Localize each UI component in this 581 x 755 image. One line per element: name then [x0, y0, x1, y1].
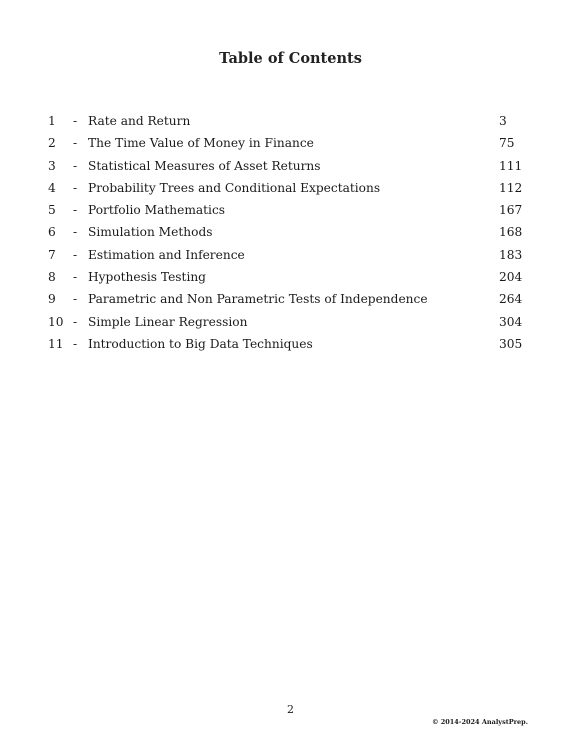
- toc-entry-2[interactable]: [48, 133, 528, 155]
- toc-entry-6[interactable]: [48, 222, 528, 244]
- toc-entry-page: 111: [499, 158, 523, 173]
- toc-entry-page: 167: [499, 203, 523, 218]
- page-number: 2: [287, 703, 294, 716]
- toc-entry-label: Simulation Methods: [88, 225, 213, 240]
- toc-entry-page: 168: [499, 225, 523, 240]
- toc-entry-dash: -: [73, 270, 78, 285]
- toc-entry-dash: -: [73, 158, 78, 173]
- toc-entry-dash: -: [73, 225, 78, 240]
- toc-entry-11[interactable]: [48, 334, 528, 356]
- toc-entry-label: Estimation and Inference: [88, 247, 245, 262]
- toc-entry-page: 112: [499, 180, 523, 195]
- toc-entry-5[interactable]: [48, 200, 528, 222]
- page-title: Table of Contents: [219, 50, 362, 67]
- toc-entry-dash: -: [73, 203, 78, 218]
- toc-entry-9[interactable]: [48, 289, 528, 311]
- toc-entry-label: Introduction to Big Data Techniques: [88, 336, 313, 351]
- toc-entry-label: Hypothesis Testing: [88, 270, 206, 285]
- toc-entry-dash: -: [73, 336, 78, 351]
- toc-entry-number: 10: [48, 314, 64, 329]
- toc-entry-number: 1: [48, 114, 56, 128]
- toc-entry-number: 11: [48, 336, 64, 351]
- toc-entry-number: 8: [48, 270, 56, 285]
- toc-entry-dash: -: [73, 114, 78, 128]
- toc-entry-number: 5: [48, 203, 56, 218]
- toc-entry-page: 75: [499, 136, 515, 151]
- copyright-notice: © 2014-2024 AnalystPrep.: [431, 718, 528, 726]
- toc-entry-label: Simple Linear Regression: [88, 314, 248, 329]
- toc-entry-page: 3: [499, 114, 507, 128]
- toc-entry-label: Parametric and Non Parametric Tests of Independence: [88, 292, 428, 307]
- toc-entry-page: 305: [499, 336, 523, 351]
- toc-entry-7[interactable]: [48, 245, 528, 267]
- table-of-contents: [48, 111, 528, 356]
- toc-entry-dash: -: [73, 292, 78, 307]
- toc-entry-number: 4: [48, 180, 56, 195]
- toc-entry-page: 304: [499, 314, 523, 329]
- toc-entry-page: 204: [499, 270, 523, 285]
- toc-entry-label: Statistical Measures of Asset Returns: [88, 158, 321, 173]
- toc-entry-8[interactable]: [48, 267, 528, 289]
- toc-entry-number: 3: [48, 158, 56, 173]
- toc-entry-label: The Time Value of Money in Finance: [88, 136, 314, 151]
- toc-entry-3[interactable]: [48, 156, 528, 178]
- toc-entry-dash: -: [73, 247, 78, 262]
- toc-entry-1[interactable]: [48, 111, 528, 133]
- toc-entry-label: Portfolio Mathematics: [88, 203, 226, 218]
- toc-entry-dash: -: [73, 136, 78, 151]
- toc-entry-page: 183: [499, 247, 523, 262]
- toc-entry-dash: -: [73, 180, 78, 195]
- toc-entry-number: 9: [48, 292, 56, 307]
- toc-entry-10[interactable]: [48, 312, 528, 334]
- toc-entry-number: 2: [48, 136, 56, 151]
- toc-entry-label: Probability Trees and Conditional Expectations: [88, 180, 381, 195]
- toc-entry-number: 6: [48, 225, 56, 240]
- toc-entry-4[interactable]: [48, 178, 528, 200]
- toc-entry-label: Rate and Return: [88, 114, 191, 128]
- toc-entry-dash: -: [73, 314, 78, 329]
- toc-entry-page: 264: [499, 292, 523, 307]
- toc-entry-number: 7: [48, 247, 56, 262]
